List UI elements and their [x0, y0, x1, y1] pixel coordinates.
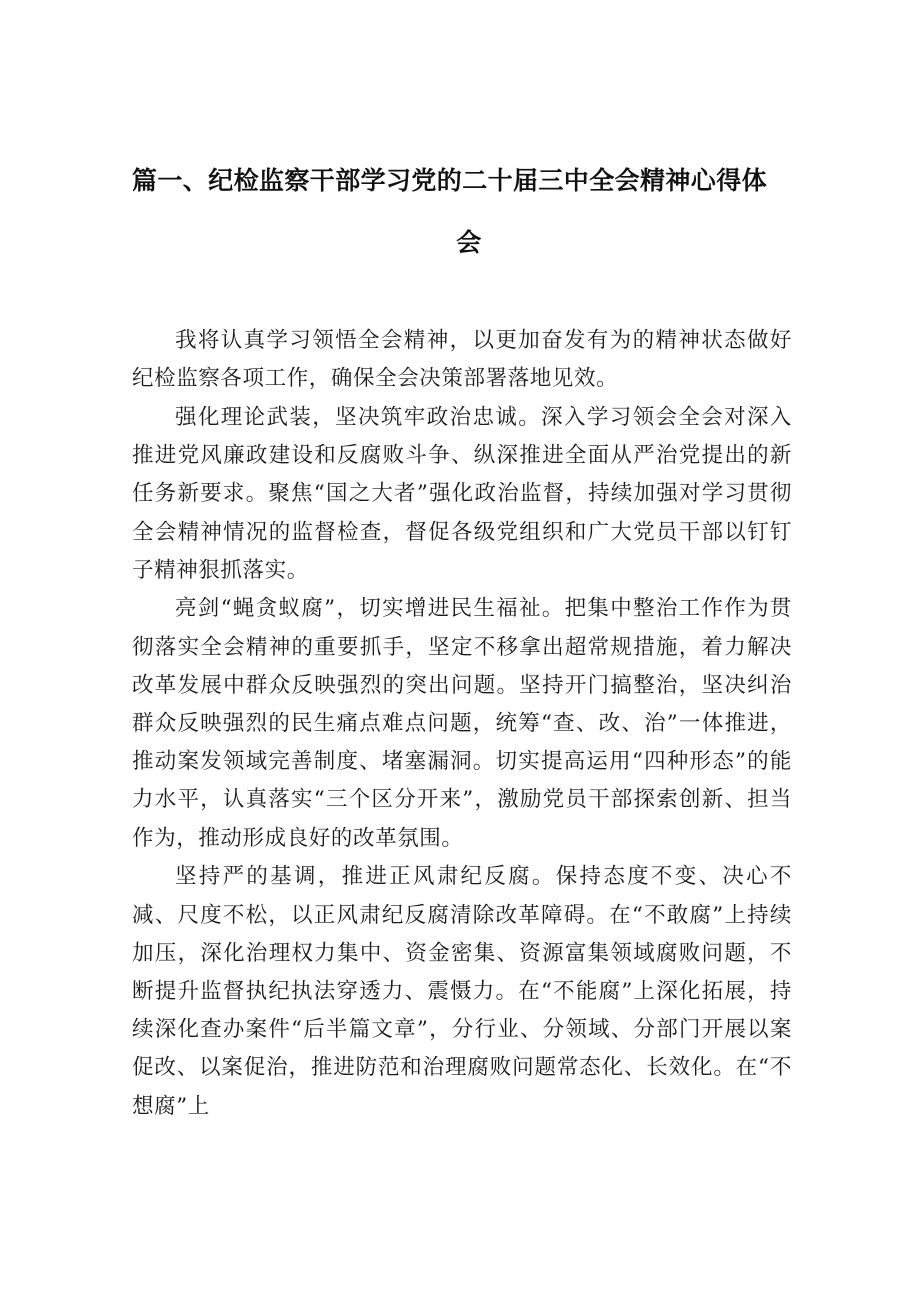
document-title: [132, 166, 792, 258]
paragraph-intro: 我将认真学习领悟全会精神，以更加奋发有为的精神状态做好纪检监察各项工作，确保全会决策部署落地见效。: [132, 328, 792, 392]
document-body: [132, 322, 792, 1126]
paragraph-anticorruption: 坚持严的基调，推进正风肃纪反腐。保持态度不变、决心不减、尺度不松，以正风肃纪反腐清除改革障碍。在“不敢腐”上持续加压，深化治理权力集中、资金密集、资源富集领域腐败问题，不断提升监督执纪执法穿透力、震慑力。在“不能腐”上深化拓展，持续深化查办案件“后半篇文章”，分行业、分领域、分部门开展以案促改、以案促治，推进防范和治理腐败问题常态化、长效化。在“不想腐”上: [132, 864, 792, 1119]
title-line-2: 会: [456, 228, 482, 257]
paragraph-theory: 强化理论武装，坚决筑牢政治忠诚。深入学习领会全会对深入推进党风廉政建设和反腐败斗争、纵深推进全面从严治党提出的新任务新要求。聚焦“国之大者”强化政治监督，持续加强对学习贯彻全会精神情况的监督检查，督促各级党组织和广大党员干部以钉钉子精神狠抓落实。: [132, 404, 792, 583]
paragraph-livelihood: 亮剑“蝇贪蚁腐”，切实增进民生福祉。把集中整治工作作为贯彻落实全会精神的重要抓手，坚定不移拿出超常规措施，着力解决改革发展中群众反映强烈的突出问题。坚持开门搞整治，坚决纠治群众反映强烈的民生痛点难点问题，统筹“查、改、治”一体推进，推动案发领域完善制度、堵塞漏洞。切实提高运用“四种形态”的能力水平，认真落实“三个区分开来”，激励党员干部探索创新、担当作为，推动形成良好的改革氛围。: [132, 596, 792, 851]
title-line-1: 篇一、纪检监察干部学习党的二十届三中全会精神心得体: [132, 166, 768, 195]
